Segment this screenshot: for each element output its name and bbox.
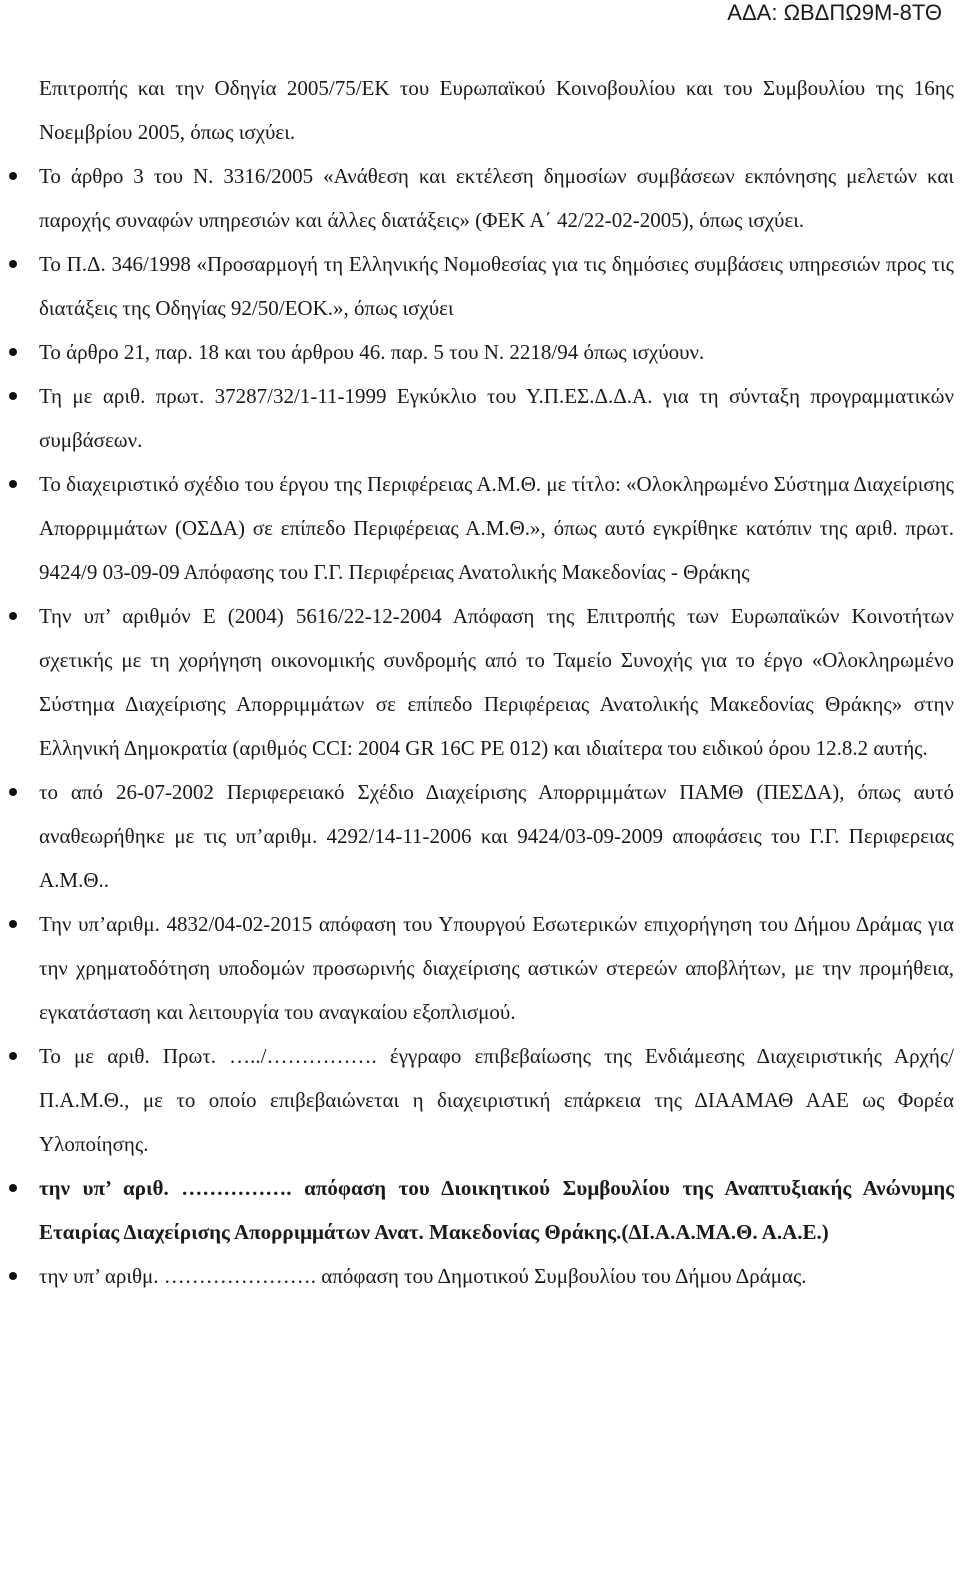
list-item: Το Π.Δ. 346/1998 «Προσαρμογή τη Ελληνικής Νομοθεσίας για τις δημόσιες συμβάσεις υπηρεσιών προς τις διατάξεις της Οδηγίας 92/50/ΕΟΚ.», όπως ισχύει	[39, 242, 954, 330]
list-item: την υπ’ αριθ. ……………. απόφαση του Διοικητικού Συμβουλίου της Αναπτυξιακής Ανώνυμης Εταιρίας Διαχείρισης Απορριμμάτων Ανατ. Μακεδονίας Θράκης.(ΔΙ.Α.Α.ΜΑ.Θ. Α.Α.Ε.)	[39, 1166, 954, 1254]
list-item: το από 26-07-2002 Περιφερειακό Σχέδιο Διαχείρισης Απορριμμάτων ΠΑΜΘ (ΠΕΣΔΑ), όπως αυτό αναθεωρήθηκε με τις υπ’αριθμ. 4292/14-11-2006 και 9424/03-09-2009 αποφάσεις του Γ.Γ. Περιφερειας Α.Μ.Θ..	[39, 770, 954, 902]
list-item: Το άρθρο 3 του Ν. 3316/2005 «Ανάθεση και εκτέλεση δημοσίων συμβάσεων εκπόνησης μελετών και παροχής συναφών υπηρεσιών και άλλες διατάξεις» (ΦΕΚ Α΄ 42/22-02-2005), όπως ισχύει.	[39, 154, 954, 242]
list-item: Το άρθρο 21, παρ. 18 και του άρθρου 46. παρ. 5 του Ν. 2218/94 όπως ισχύουν.	[39, 330, 954, 374]
list-item: Την υπ’ αριθμόν Ε (2004) 5616/22-12-2004 Απόφαση της Επιτροπής των Ευρωπαϊκών Κοινοτήτων σχετικής με τη χορήγηση οικονομικής συνδρομής από το Ταμείο Συνοχής για το έργο «Ολοκληρωμένο Σύστημα Διαχείρισης Απορριμμάτων σε επίπεδο Περιφέρειας Ανατολικής Μακεδονίας Θράκης» στην Ελληνική Δημοκρατία (αριθμός CCI: 2004 GR 16C PE 012) και ιδιαίτερα του ειδικού όρου 12.8.2 αυτής.	[39, 594, 954, 770]
intro-paragraph: Επιτροπής και την Οδηγία 2005/75/ΕΚ του Ευρωπαϊκού Κοινοβουλίου και του Συμβουλίου της 16ης Νοεμβρίου 2005, όπως ισχύει.	[39, 76, 954, 144]
document-body	[39, 66, 954, 1298]
document-code: ΑΔΑ: ΩΒΔΠΩ9Μ-8ΤΘ	[727, 0, 942, 25]
list-item: Τη με αριθ. πρωτ. 37287/32/1-11-1999 Εγκύκλιο του Υ.Π.ΕΣ.Δ.Δ.Α. για τη σύνταξη προγραμματικών συμβάσεων.	[39, 374, 954, 462]
list-item: Το με αριθ. Πρωτ. …../……………. έγγραφο επιβεβαίωσης της Ενδιάμεσης Διαχειριστικής Αρχής/ Π.Α.Μ.Θ., με το οποίο επιβεβαιώνεται η διαχειριστική επάρκεια της ΔΙΑΑΜΑΘ ΑΑΕ ως Φορέα Υλοποίησης.	[39, 1034, 954, 1166]
list-item: Την υπ’αριθμ. 4832/04-02-2015 απόφαση του Υπουργού Εσωτερικών επιχορήγηση του Δήμου Δράμας για την χρηματοδότηση υποδομών προσωρινής διαχείρισης αστικών στερεών αποβλήτων, με την προμήθεια, εγκατάσταση και λειτουργία του αναγκαίου εξοπλισμού.	[39, 902, 954, 1034]
list-item: Το διαχειριστικό σχέδιο του έργου της Περιφέρειας Α.Μ.Θ. με τίτλο: «Ολοκληρωμένο Σύστημα Διαχείρισης Απορριμμάτων (ΟΣΔΑ) σε επίπεδο Περιφέρειας Α.Μ.Θ.», όπως αυτό εγκρίθηκε κατόπιν της αριθ. πρωτ. 9424/9 03-09-09 Απόφασης του Γ.Γ. Περιφέρειας Ανατολικής Μακεδονίας - Θράκης	[39, 462, 954, 594]
list-item: την υπ’ αριθμ. …………………. απόφαση του Δημοτικού Συμβουλίου του Δήμου Δράμας.	[39, 1254, 954, 1298]
